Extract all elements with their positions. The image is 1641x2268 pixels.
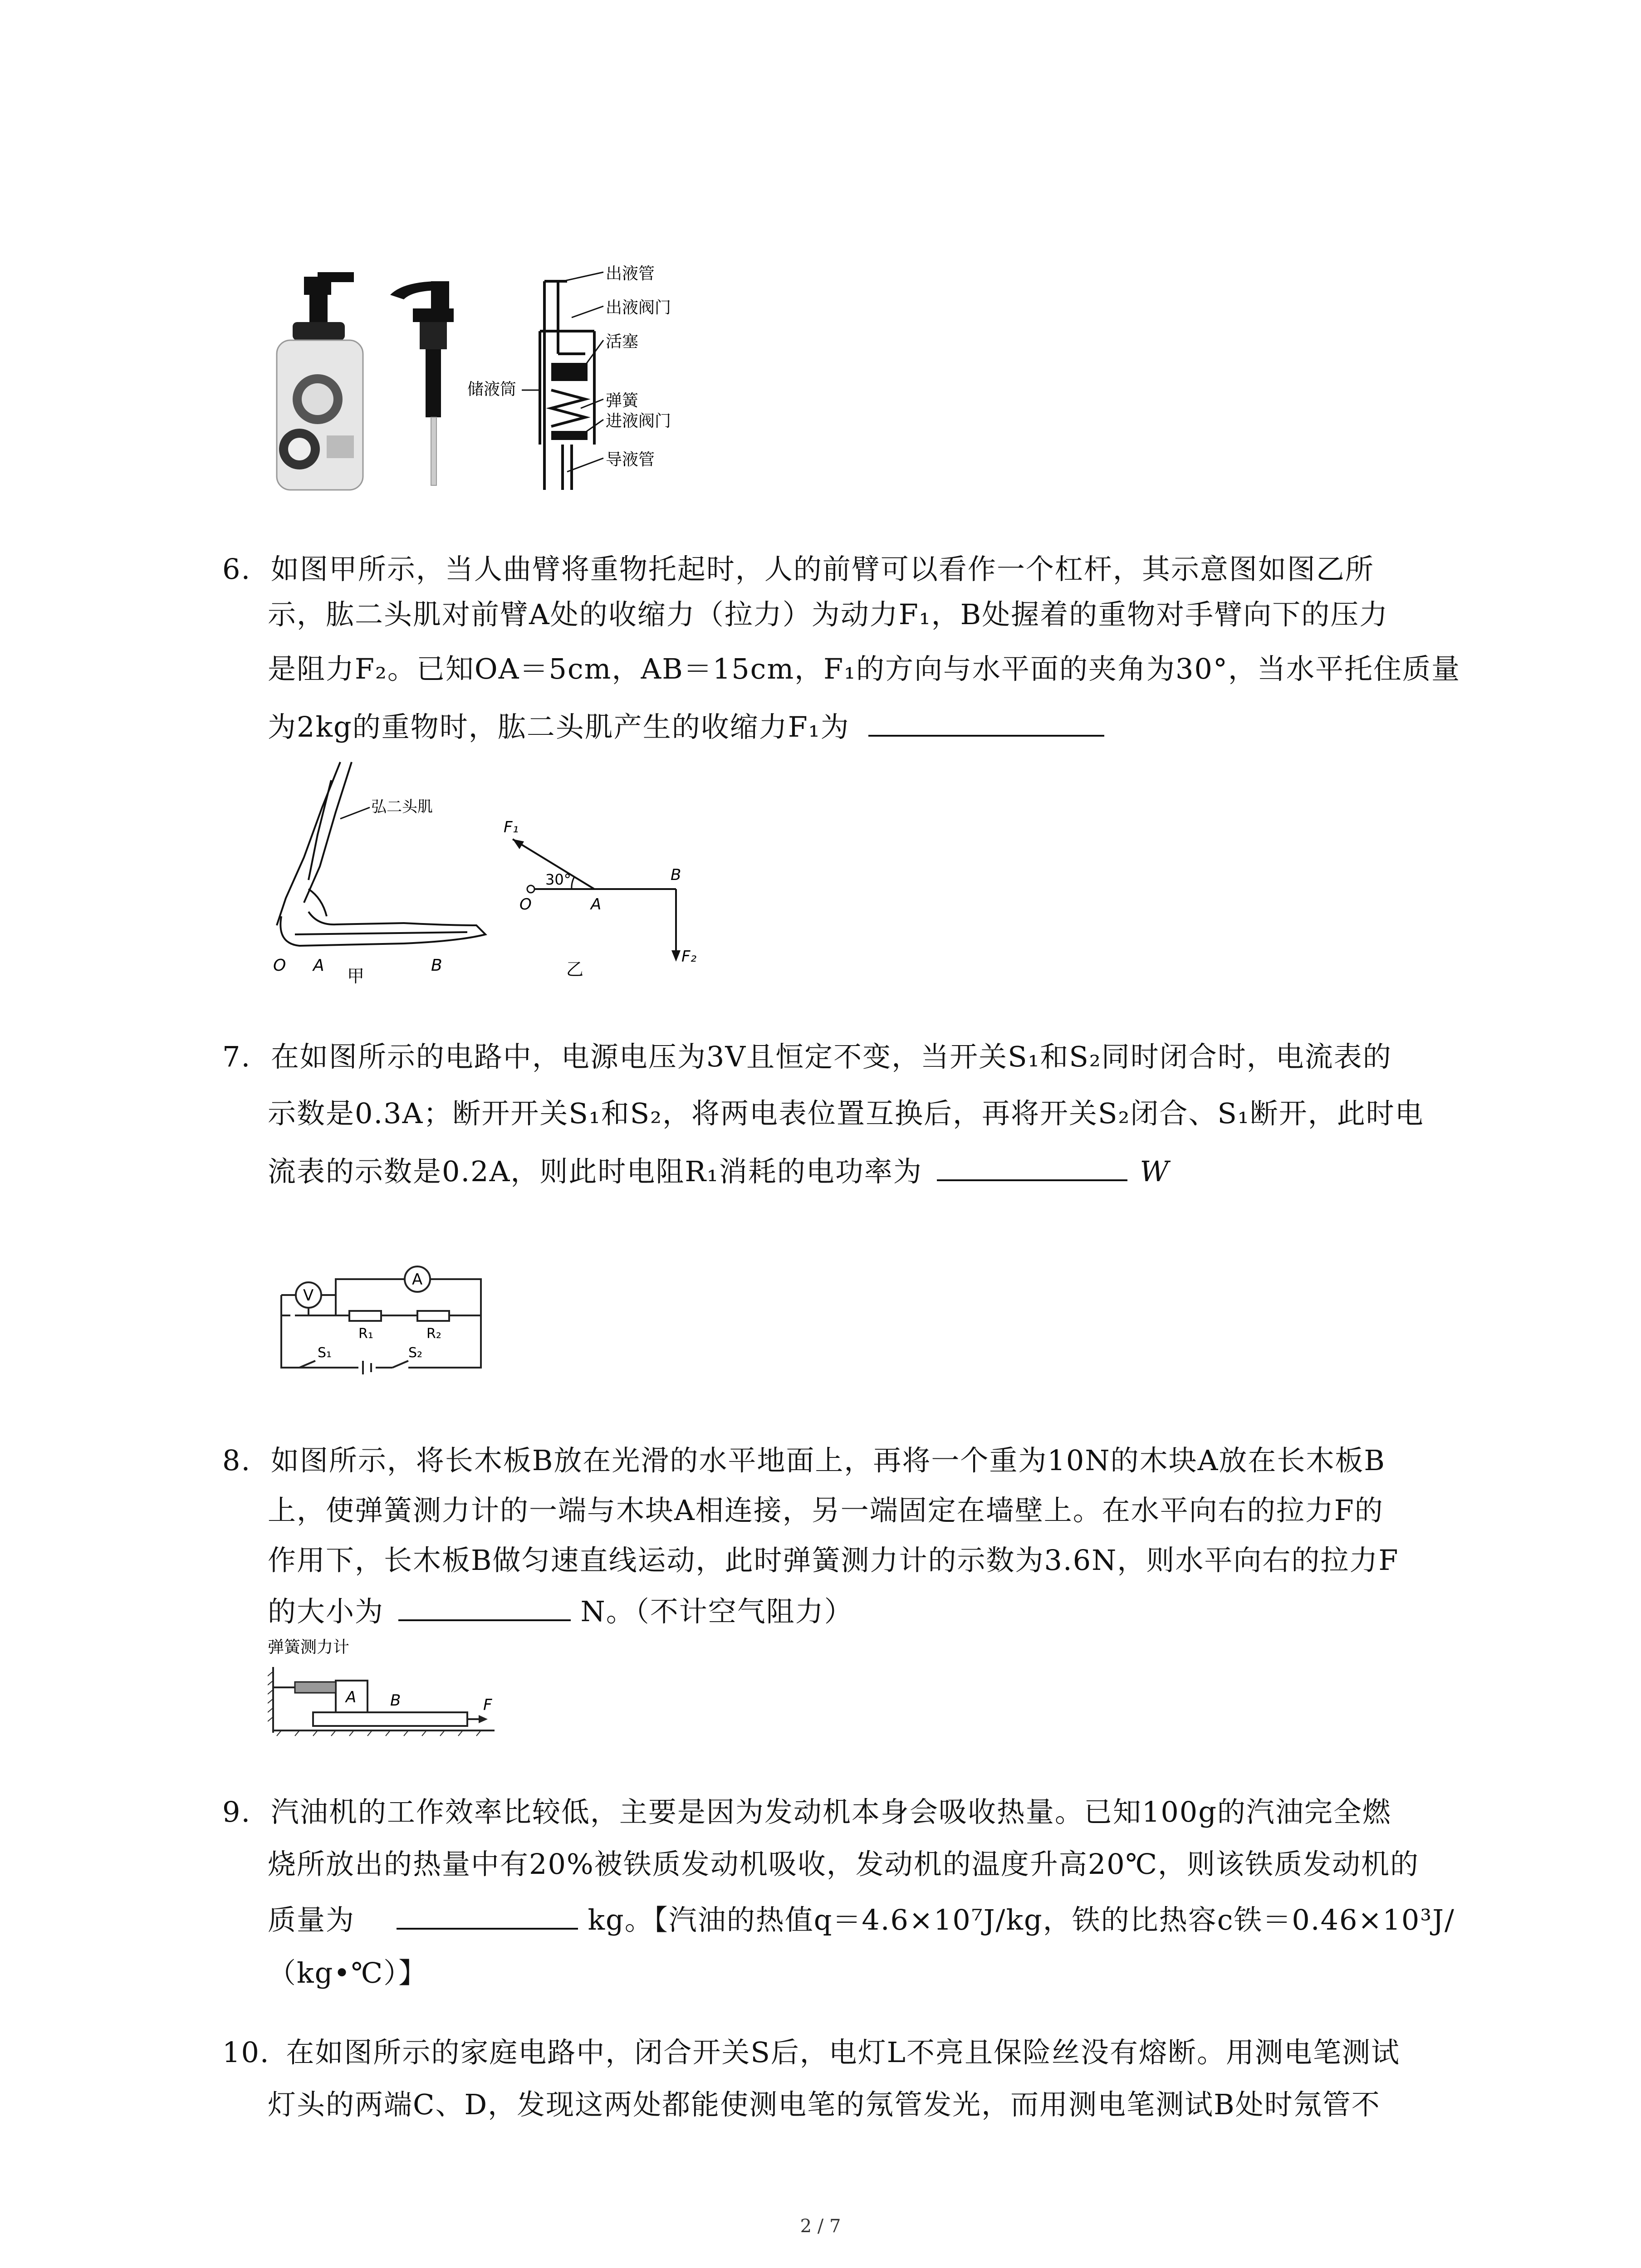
spring-scale-diagram bbox=[268, 1635, 504, 1740]
pump-label-reservoir: 储液筒 bbox=[467, 380, 517, 399]
pump-label-piston: 活塞 bbox=[606, 332, 639, 351]
label-F1: F₁ bbox=[504, 818, 519, 836]
ammeter-label: A bbox=[412, 1271, 423, 1289]
question-text-line: 上，使弹簧测力计的一端与木块A相连接，另一端固定在墙壁上。在水平向右的拉力F的 bbox=[268, 1494, 1384, 1527]
page-number: 2 / 7 bbox=[800, 2216, 841, 2237]
question-text-line: 示，肱二头肌对前臂A处的收缩力（拉力）为动力F₁，B处握着的重物对手臂向下的压力 bbox=[268, 598, 1389, 631]
question-text-line: 在如图所示的电路中，电源电压为3V且恒定不变，当开关S₁和S₂同时闭合时，电流表的 bbox=[270, 1040, 1392, 1073]
question-text-line: 在如图所示的家庭电路中，闭合开关S后，电灯L不亮且保险丝没有熔断。用测电笔测试 bbox=[286, 2036, 1400, 2069]
question-number: 9. bbox=[222, 1795, 251, 1828]
label-A-lever: A bbox=[591, 895, 602, 914]
question-text-line: kg。【汽油的热值q＝4.6×10⁷J/kg，铁的比热容c铁＝0.46×10³J/ bbox=[588, 1903, 1455, 1936]
label-A-arm: A bbox=[313, 956, 324, 975]
resistor-R2-label: R₂ bbox=[426, 1326, 441, 1342]
label-B-arm: B bbox=[431, 956, 442, 975]
question-text-line: 烧所放出的热量中有20%被铁质发动机吸收，发动机的温度升高20℃，则该铁质发动机的 bbox=[268, 1848, 1420, 1881]
circuit-diagram bbox=[272, 1252, 490, 1388]
label-board-B: B bbox=[390, 1691, 401, 1710]
question-text-line: N。（不计空气阻力） bbox=[580, 1595, 853, 1628]
label-spring-meter: 弹簧测力计 bbox=[268, 1638, 350, 1657]
switch-S2-label: S₂ bbox=[408, 1345, 423, 1361]
answer-blank[interactable] bbox=[937, 1152, 1127, 1181]
label-yi: 乙 bbox=[566, 959, 584, 979]
pump-label-spring: 弹簧 bbox=[606, 391, 639, 410]
pump-label-inlet-valve: 进液阀门 bbox=[606, 412, 671, 430]
label-O-arm: O bbox=[273, 956, 286, 975]
question-text-line: 如图甲所示，当人曲臂将重物托起时，人的前臂可以看作一个杠杆，其示意图如图乙所 bbox=[270, 552, 1374, 586]
pump-label-outlet-pipe: 出液管 bbox=[606, 264, 655, 283]
label-O-lever: O bbox=[519, 895, 532, 914]
question-text-line: 示数是0.3A；断开开关S₁和S₂，将两电表位置互换后，再将开关S₂闭合、S₁断开，此时电 bbox=[268, 1097, 1424, 1130]
question-text-line: 为2kg的重物时，肱二头肌产生的收缩力F₁为 bbox=[268, 710, 850, 743]
answer-blank[interactable] bbox=[397, 1901, 578, 1930]
label-B-lever: B bbox=[671, 866, 681, 884]
question-number: 7. bbox=[222, 1040, 251, 1073]
question-text-line: 作用下，长木板B做匀速直线运动，此时弹簧测力计的示数为3.6N，则水平向右的拉力F bbox=[268, 1544, 1399, 1577]
answer-blank[interactable] bbox=[868, 708, 1104, 737]
switch-S1-label: S₁ bbox=[318, 1345, 332, 1361]
question-text-line: 质量为 bbox=[268, 1903, 355, 1936]
question-text-line: 如图所示，将长木板B放在光滑的水平地面上，再将一个重为10N的木块A放在长木板B bbox=[270, 1444, 1386, 1477]
question-text-line: 的大小为 bbox=[268, 1595, 384, 1628]
figure-soap-pump bbox=[268, 263, 767, 499]
question-text-line: 是阻力F₂。已知OA＝5cm，AB＝15cm，F₁的方向与水平面的夹角为30°，当水平托住质量 bbox=[268, 652, 1460, 685]
voltmeter-label: V bbox=[303, 1286, 314, 1305]
label-angle: 30° bbox=[545, 871, 571, 888]
label-force-F: F bbox=[483, 1696, 492, 1714]
label-F2: F₂ bbox=[681, 948, 697, 966]
question-number: 8. bbox=[222, 1444, 251, 1477]
pump-label-guide-pipe: 导液管 bbox=[606, 450, 655, 469]
unit-label: W bbox=[1140, 1155, 1170, 1188]
question-text-line: 流表的示数是0.2A，则此时电阻R₁消耗的电功率为 bbox=[268, 1155, 922, 1188]
resistor-R1-label: R₁ bbox=[358, 1326, 373, 1342]
question-text-line: （kg•℃）】 bbox=[268, 1956, 428, 1989]
question-text-line: 灯头的两端C、D，发现这两处都能使测电笔的氖管发光，而用测电笔测试B处时氖管不 bbox=[268, 2088, 1381, 2121]
figure-spring-scale bbox=[268, 1635, 504, 1740]
label-block-A: A bbox=[346, 1688, 357, 1706]
figure-arm-lever bbox=[268, 753, 744, 989]
label-muscle: 弘二头肌 bbox=[371, 798, 433, 816]
arm-lever-diagram bbox=[268, 753, 744, 989]
answer-blank[interactable] bbox=[398, 1592, 571, 1621]
label-jia: 甲 bbox=[347, 966, 365, 986]
question-number: 10. bbox=[222, 2036, 270, 2069]
question-number: 6. bbox=[222, 552, 251, 586]
pump-label-outlet-valve: 出液阀门 bbox=[606, 298, 671, 317]
soap-pump-illustration bbox=[268, 263, 767, 499]
question-text-line: 汽油机的工作效率比较低，主要是因为发动机本身会吸收热量。已知100g的汽油完全燃 bbox=[270, 1795, 1391, 1828]
figure-circuit bbox=[272, 1252, 490, 1388]
